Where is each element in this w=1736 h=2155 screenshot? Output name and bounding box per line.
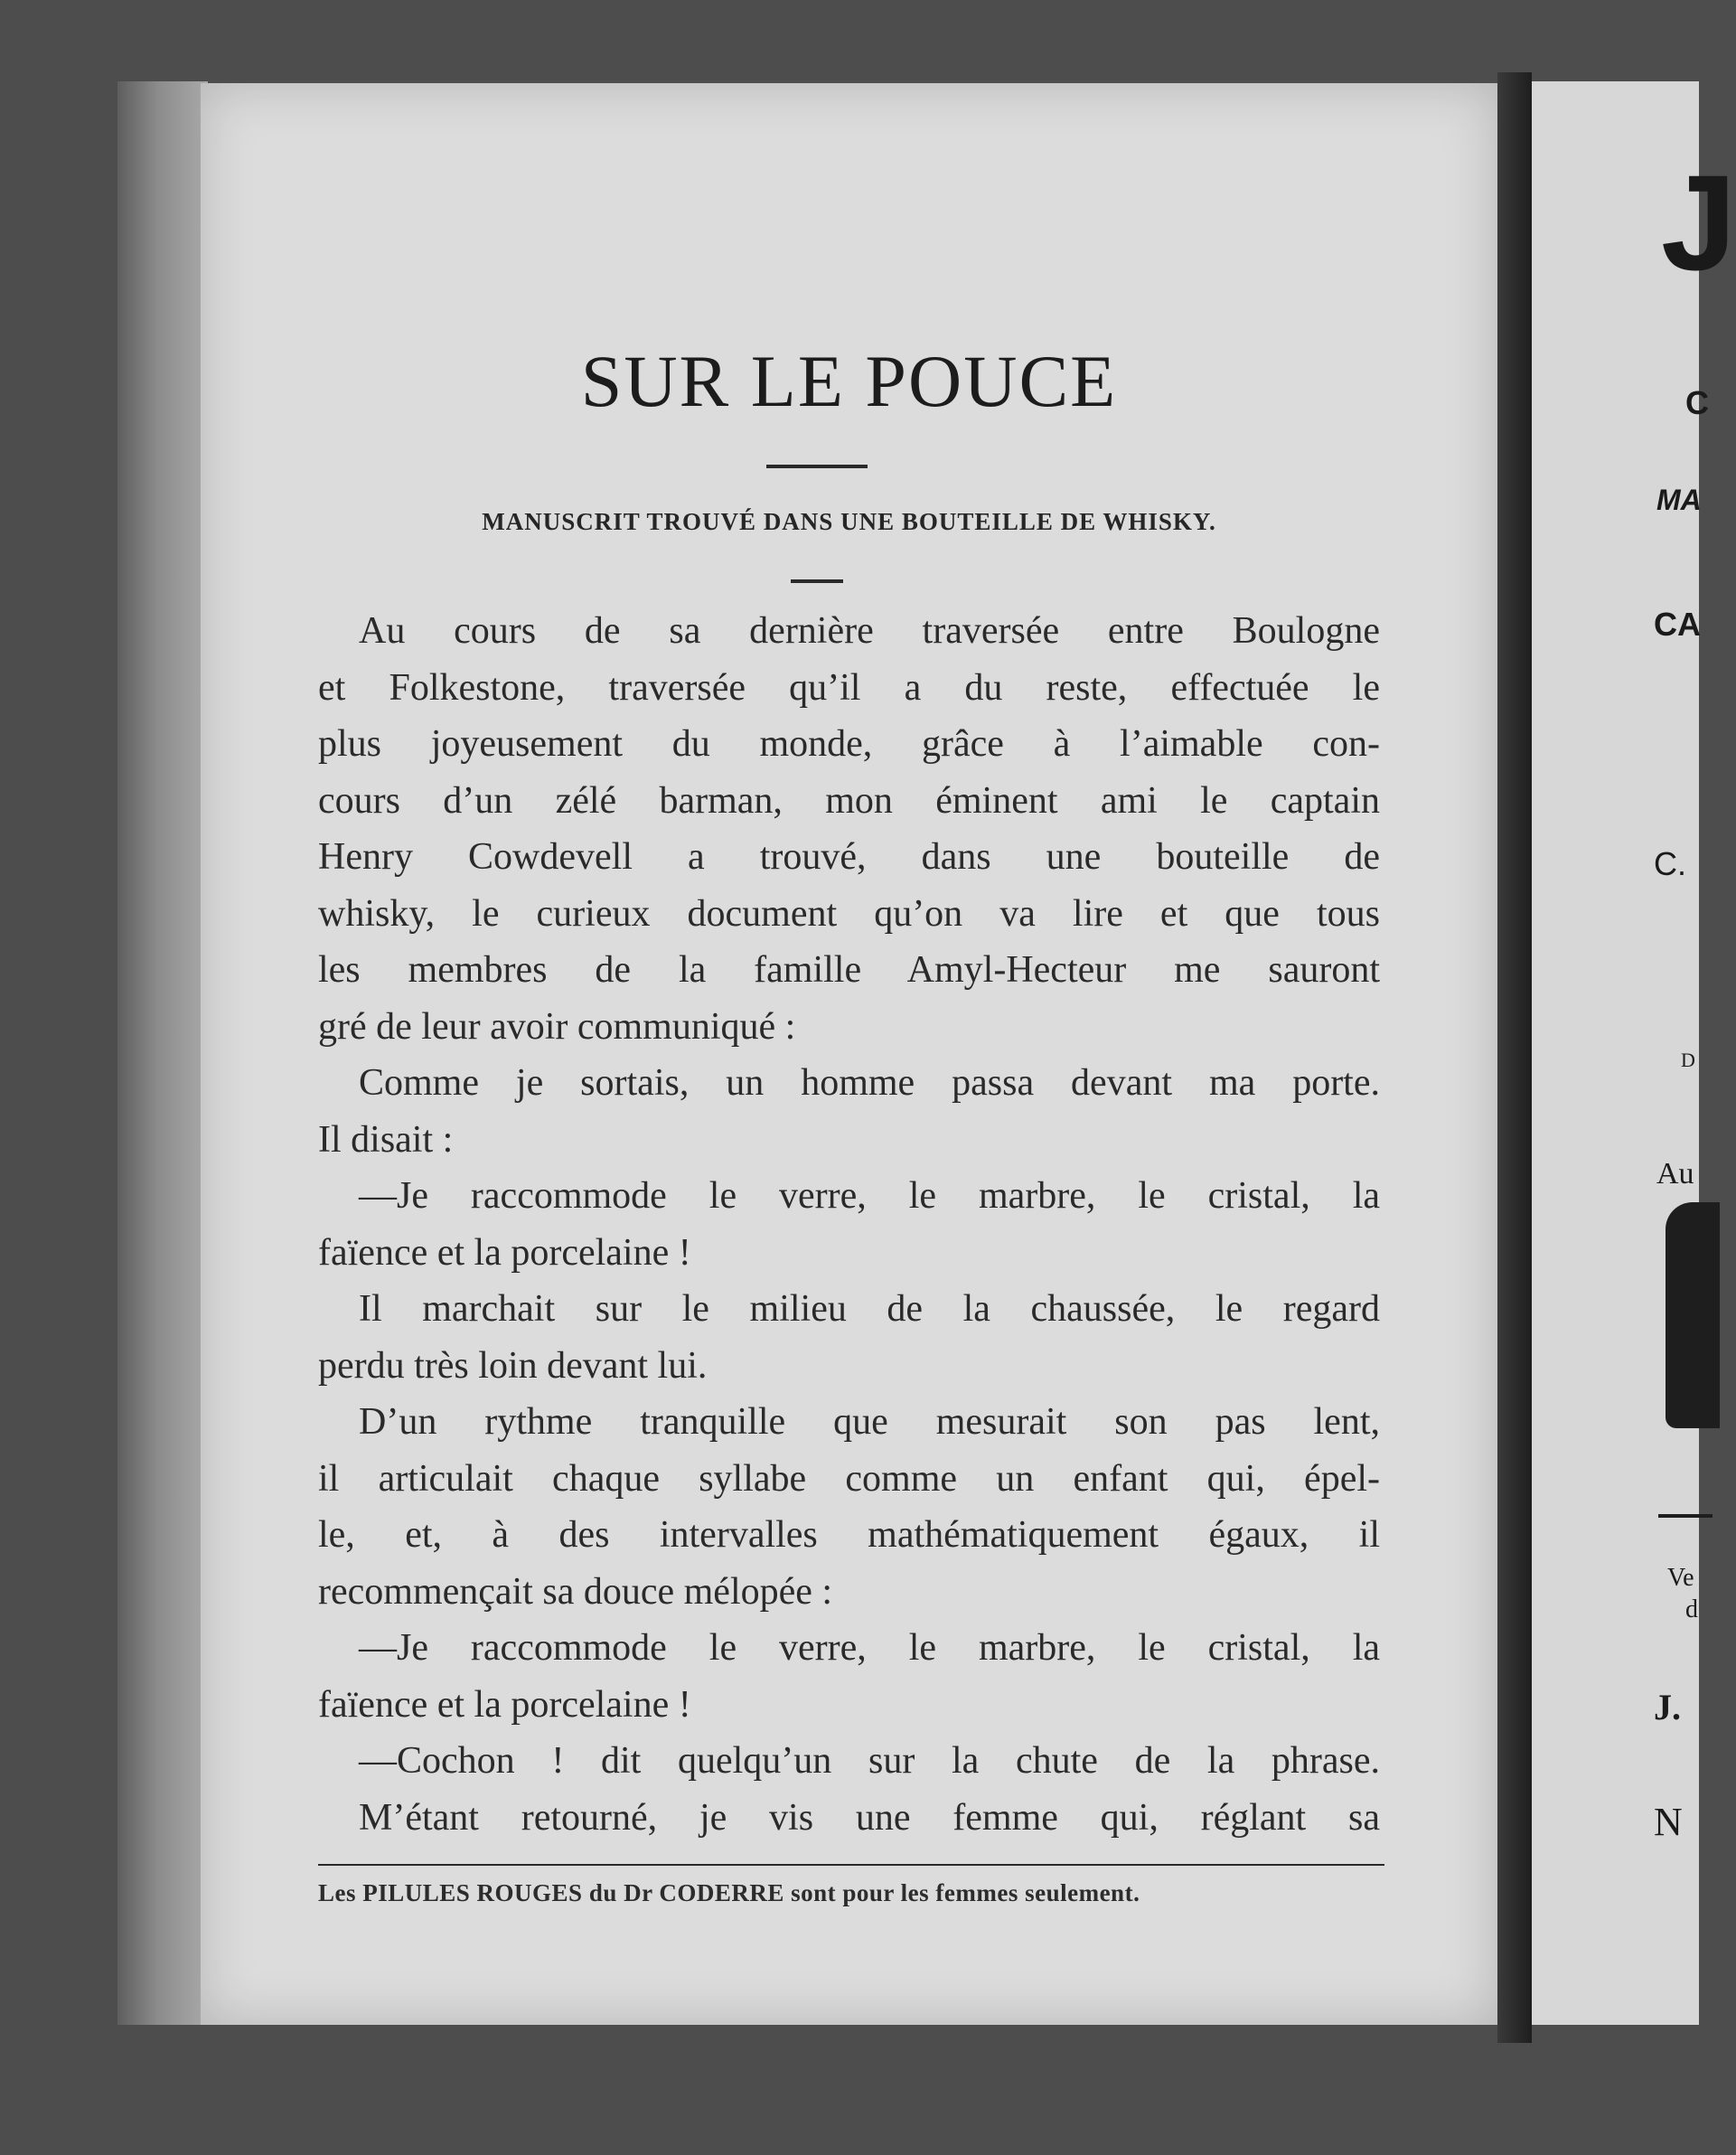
text-line: —Je raccommode le verre, le marbre, le cristal, la xyxy=(359,1627,1380,1669)
facing-fragment: d xyxy=(1685,1595,1698,1623)
text-line: Il disait : xyxy=(318,1118,454,1161)
facing-fragment: CA xyxy=(1654,606,1701,643)
facing-fragment: D xyxy=(1681,1049,1695,1071)
text-line: whisky, le curieux document qu’on va lire et que tous xyxy=(318,892,1380,935)
text-line: D’un rythme tranquille que mesurait son pas lent, xyxy=(359,1401,1380,1443)
page-title: SUR LE POUCE xyxy=(580,340,1118,422)
text-line: Henry Cowdevell a trouvé, dans une bouteille de xyxy=(318,836,1380,878)
text-line: Comme je sortais, un homme passa devant ma porte. xyxy=(359,1062,1380,1104)
book-spine xyxy=(117,81,208,2025)
footnote: Les PILULES ROUGES du Dr CODERRE sont pour les femmes seulement. xyxy=(318,1879,1140,1906)
facing-fragment: N xyxy=(1654,1800,1683,1844)
facing-page xyxy=(1532,81,1736,2025)
book-gutter xyxy=(1497,72,1532,2043)
footnote-rule xyxy=(318,1864,1384,1866)
text-line: —Je raccommode le verre, le marbre, le cristal, la xyxy=(359,1175,1380,1217)
text-line: et Folkestone, traversée qu’il a du reste, effectuée le xyxy=(318,666,1380,709)
text-line: les membres de la famille Amyl-Hecteur me sauront xyxy=(318,949,1380,991)
text-line: Au cours de sa dernière traversée entre Boulogne xyxy=(359,610,1380,652)
text-line: il articulait chaque syllabe comme un enfant qui, épel- xyxy=(318,1457,1380,1500)
text-line: —Cochon ! dit quelqu’un sur la chute de la phrase. xyxy=(359,1740,1380,1782)
book-page xyxy=(201,83,1497,2025)
facing-fragment: J xyxy=(1661,146,1736,298)
facing-fragment: MA xyxy=(1656,484,1702,516)
text-line: le, et, à des intervalles mathématiquement égaux, il xyxy=(318,1514,1380,1556)
article-body xyxy=(318,603,1380,1846)
text-line: plus joyeusement du monde, grâce à l’aimable con- xyxy=(318,723,1380,765)
text-line: gré de leur avoir communiqué : xyxy=(318,1005,796,1048)
title-rule xyxy=(766,465,868,468)
facing-fragment: J. xyxy=(1654,1687,1681,1727)
text-line: faïence et la porcelaine ! xyxy=(318,1231,691,1274)
text-line: M’étant retourné, je vis une femme qui, réglant sa xyxy=(359,1796,1380,1839)
text-line: perdu très loin devant lui. xyxy=(318,1344,708,1387)
text-line: recommençait sa douce mélopée : xyxy=(318,1570,833,1613)
subtitle: MANUSCRIT TROUVÉ DANS UNE BOUTEILLE DE WHISKY. xyxy=(482,508,1216,535)
text-line: Il marchait sur le milieu de la chaussée, le regard xyxy=(359,1288,1380,1330)
facing-illustration xyxy=(1666,1202,1720,1428)
facing-fragment: C xyxy=(1685,384,1709,421)
facing-fragment: Ve xyxy=(1667,1564,1694,1592)
text-line: cours d’un zélé barman, mon éminent ami le captain xyxy=(318,779,1380,822)
text-line: faïence et la porcelaine ! xyxy=(318,1683,691,1726)
subtitle-rule xyxy=(791,579,843,583)
facing-rule xyxy=(1658,1514,1713,1518)
facing-fragment: C. xyxy=(1654,845,1686,882)
facing-fragment: Au xyxy=(1656,1157,1694,1190)
